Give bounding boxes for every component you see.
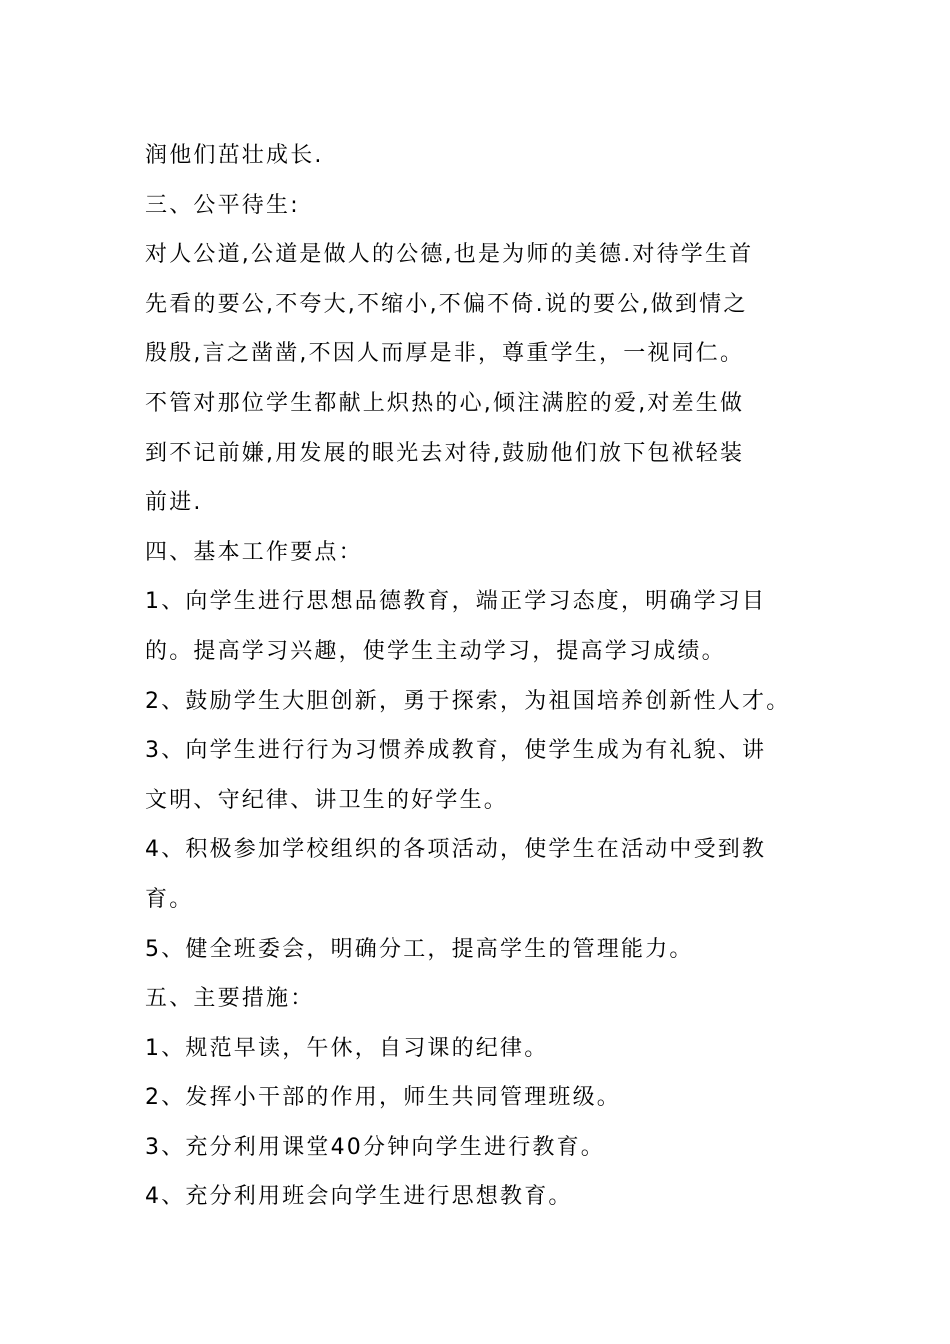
list-item: 5、健全班委会，明确分工，提高学生的管理能力。	[145, 936, 694, 962]
list-item: 2、发挥小干部的作用，师生共同管理班级。	[145, 1085, 621, 1111]
text-line: 殷殷,言之凿凿,不因人而厚是非，尊重学生，一视同仁。	[145, 341, 745, 367]
text-line: 前进.	[145, 490, 203, 516]
list-item: 3、充分利用课堂40分钟向学生进行教育。	[145, 1134, 605, 1160]
section-heading: 五、主要措施：	[145, 986, 315, 1012]
section-heading: 四、基本工作要点：	[145, 539, 363, 565]
list-item-continuation: 的。提高学习兴趣，使学生主动学习，提高学习成绩。	[145, 638, 726, 664]
text-line: 润他们茁壮成长.	[145, 143, 324, 168]
text-line: 对人公道,公道是做人的公德,也是为师的美德.对待学生首	[145, 242, 754, 268]
list-item: 1、向学生进行思想品德教育，端正学习态度，明确学习目	[145, 589, 767, 615]
text-line: 不管对那位学生都献上炽热的心,倾注满腔的爱,对差生做	[145, 390, 745, 416]
list-item: 4、充分利用班会向学生进行思想教育。	[145, 1184, 573, 1210]
text-line: 先看的要公,不夸大,不缩小,不偏不倚.说的要公,做到情之	[145, 291, 748, 317]
section-heading: 三、公平待生:	[145, 192, 300, 218]
document-body	[145, 131, 810, 1222]
list-item-continuation: 文明、守纪律、讲卫生的好学生。	[145, 787, 509, 813]
list-item: 4、积极参加学校组织的各项活动，使学生在活动中受到教	[145, 837, 767, 863]
text-line: 到不记前嫌,用发展的眼光去对待,鼓励他们放下包袱轻装	[145, 440, 745, 466]
list-item-continuation: 育。	[145, 886, 194, 912]
list-item: 1、规范早读，午休，自习课的纪律。	[145, 1035, 549, 1061]
list-item: 2、鼓励学生大胆创新，勇于探索，为祖国培养创新性人才。	[145, 688, 791, 714]
list-item: 3、向学生进行行为习惯养成教育，使学生成为有礼貌、讲	[145, 738, 767, 764]
